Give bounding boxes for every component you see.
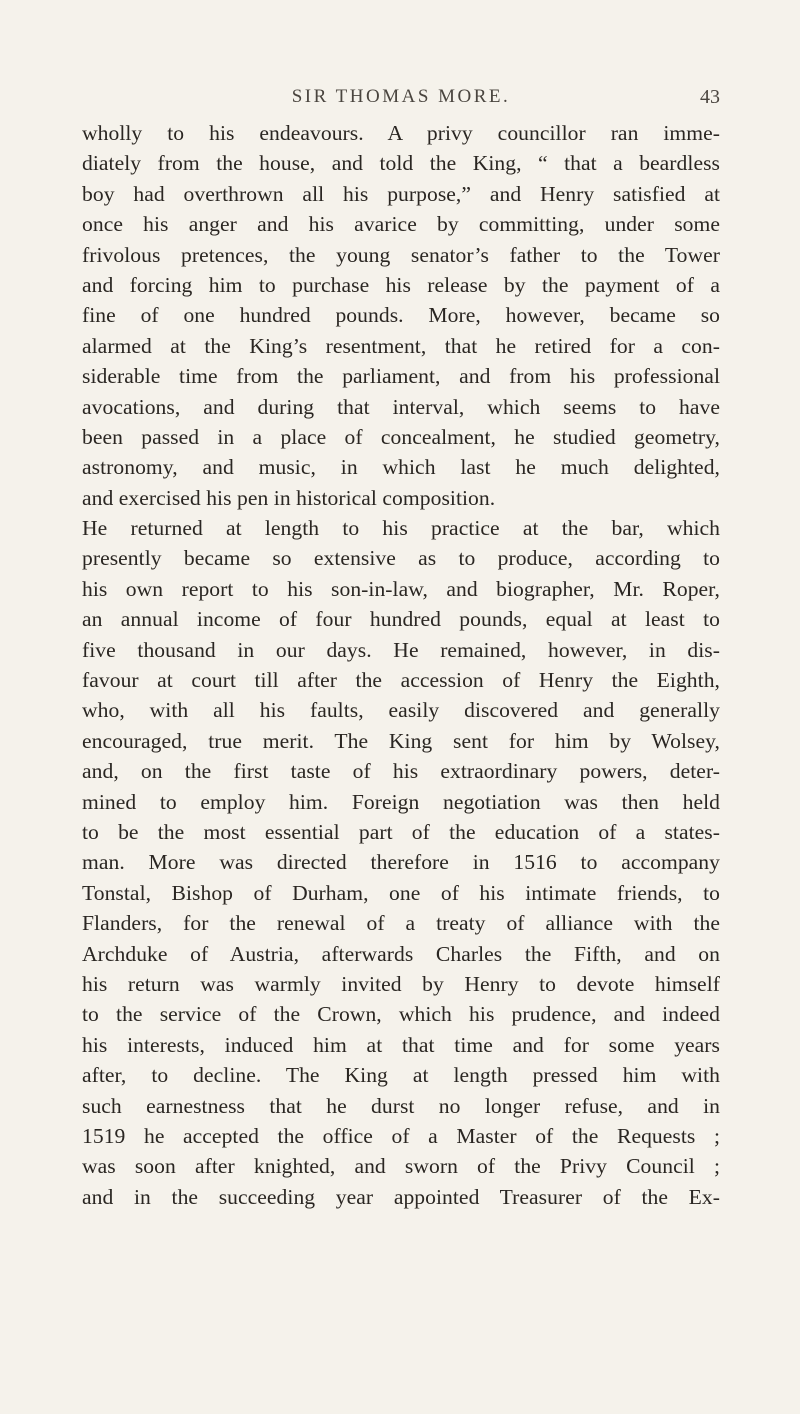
text-line: alarmed at the King’s resentment, that he retired for a con- [82,333,720,358]
text-line: and, on the first taste of his extraordinary powers, deter- [82,759,720,784]
text-line: and forcing him to purchase his release by the payment of a [82,272,720,297]
text-line: fine of one hundred pounds. More, however, became so [82,303,720,328]
text-line: astronomy, and music, in which last he much delighted, [82,455,720,480]
text-line: man. More was directed therefore in 1516 to accompany [82,850,720,875]
text-line: favour at court till after the accession of Henry the Eighth, [82,668,720,693]
body-text [82,118,720,1212]
text-line: mined to employ him. Foreign negotiation was then held [82,789,720,814]
text-line: Tonstal, Bishop of Durham, one of his intimate friends, to [82,880,720,905]
text-line: frivolous pretences, the young senator’s father to the Tower [82,242,720,267]
text-line: to be the most essential part of the education of a states- [82,819,720,844]
text-line: after, to decline. The King at length pressed him with [82,1063,720,1088]
text-line: five thousand in our days. He remained, however, in dis- [82,637,720,662]
text-line: avocations, and during that interval, which seems to have [82,394,720,419]
text-line: and exercised his pen in historical composition. [82,485,496,510]
text-line-paragraph-start: He returned at length to his practice at the bar, which [82,516,720,541]
text-line: who, with all his faults, easily discovered and generally [82,698,720,723]
text-line: Flanders, for the renewal of a treaty of alliance with the [82,911,720,936]
text-line: such earnestness that he durst no longer refuse, and in [82,1093,720,1118]
running-head [82,86,720,116]
running-title: SIR THOMAS MORE. [291,86,511,107]
text-line: his own report to his son-in-law, and biographer, Mr. Roper, [82,576,720,601]
text-line: was soon after knighted, and sworn of the Privy Council ; [82,1154,720,1179]
text-line: his interests, induced him at that time and for some years [82,1032,720,1057]
text-line: an annual income of four hundred pounds, equal at least to [82,607,720,632]
text-line: diately from the house, and told the King, “ that a beardless [82,151,720,176]
text-line: to the service of the Crown, which his prudence, and indeed [82,1002,720,1027]
text-line: once his anger and his avarice by committing, under some [82,212,720,237]
text-line: boy had overthrown all his purpose,” and Henry satisfied at [82,181,720,206]
text-line: his return was warmly invited by Henry to devote himself [82,971,720,996]
text-line: encouraged, true merit. The King sent for him by Wolsey, [82,728,720,753]
text-line: siderable time from the parliament, and from his professional [82,364,720,389]
text-line: wholly to his endeavours. A privy councillor ran imme- [82,121,720,145]
text-line: been passed in a place of concealment, he studied geometry, [82,424,720,449]
text-line: Archduke of Austria, afterwards Charles the Fifth, and on [82,941,720,966]
text-line: presently became so extensive as to produce, according to [82,546,720,571]
text-line: 1519 he accepted the office of a Master of the Requests ; [82,1123,720,1148]
text-line: and in the succeeding year appointed Treasurer of the Ex- [82,1184,720,1209]
page-number: 43 [700,86,720,108]
